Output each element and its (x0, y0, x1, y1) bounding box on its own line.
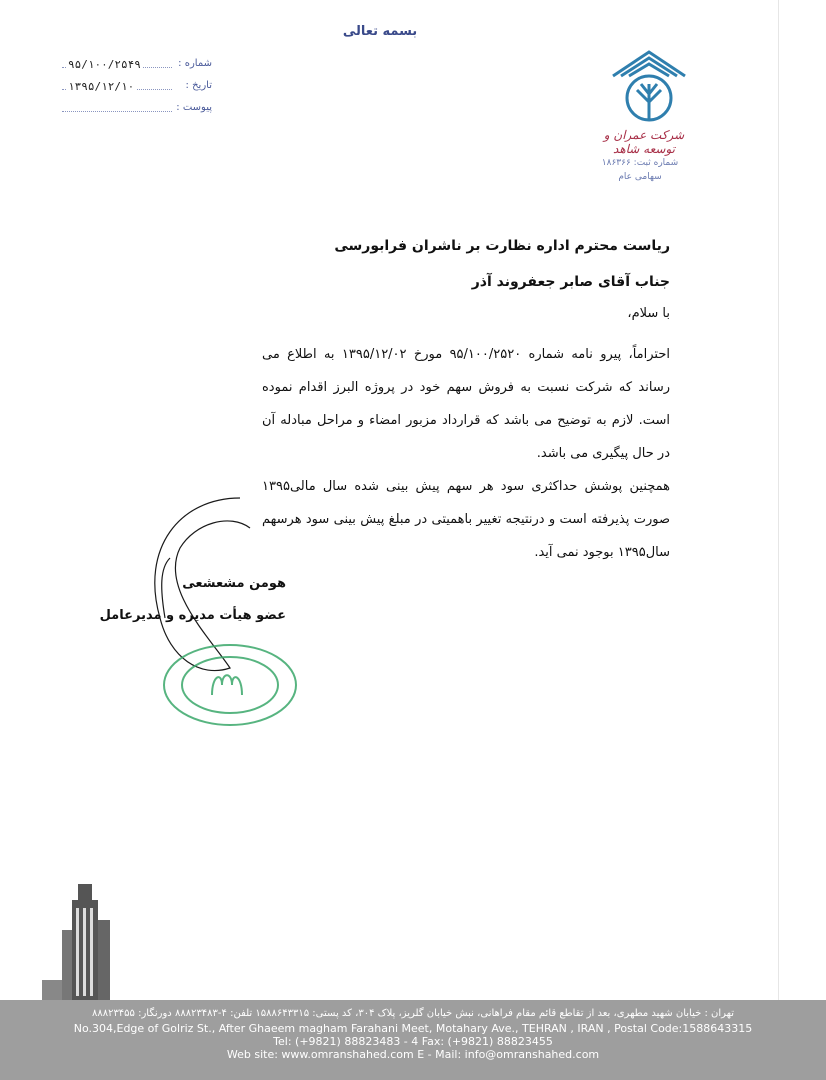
company-stamp (160, 640, 300, 730)
footer-phone-fax: Tel: (+9821) 88823483 - 4 Fax: (+9821) 88823455 (273, 1035, 553, 1048)
bismillah-heading: بسمه تعالی (342, 24, 418, 39)
registration-number: شماره ثبت: ۱۸۶۳۶۶ (601, 158, 679, 168)
body-paragraph-2: همچنین پوشش حداکثری سود هر سهم پیش بینی شده سال مالی۱۳۹۵ صورت پذیرفته است و درنتیجه تغییر باهمیتی در مبلغ پیش بینی سود هرسهم سال۱۳۹۵ بوجود نمی آید. (262, 479, 670, 560)
letter-number-row (52, 58, 212, 74)
salutation: با سلام، (627, 306, 670, 321)
recipient-line-1: ریاست محترم اداره نظارت بر ناشران فرابورسی (334, 238, 670, 254)
recipient-line-2: جناب آقای صابر جعفروند آذر (471, 274, 670, 290)
footer-address-fa: تهران : خیابان شهید مطهری، بعد از تقاطع قائم مقام فراهانی، نبش خیابان گلریز، پلاک ۳۰۴، کد پستی: ۱۵۸۸۶۴۳۳۱۵ تلفن: ۴-۸۸۸۲۳۴۸۳ دورنگار: ۸۸۸۲۳۴۵۵ (91, 1008, 735, 1019)
signer-name: هومن مشعشعی (182, 576, 286, 591)
page-edge (778, 0, 779, 1000)
attachment-label: پیوست : (176, 102, 212, 113)
letter-number-value: ۹۵/۱۰۰/۲۵۴۹ (68, 58, 141, 71)
company-logo-icon (607, 46, 691, 130)
company-share-type: سهامی عام (618, 172, 662, 182)
footer-web-email: Web site: www.omranshahed.com E - Mail: info@omranshahed.com (226, 1048, 600, 1061)
attachment-row (52, 102, 212, 118)
letter-date-row (52, 80, 212, 96)
letter-number-label: شماره : (178, 58, 212, 69)
signer-title: عضو هیأت مدیره و مدیرعامل (99, 608, 286, 623)
building-illustration (42, 880, 132, 1000)
body-paragraph-1: احتراماً، پیرو نامه شماره ۹۵/۱۰۰/۲۵۲۰ مورخ ۱۳۹۵/۱۲/۰۲ به اطلاع می رساند که شرکت نسبت به فروش سهم خود در پروژه البرز اقدام نموده است. لازم به توضیح می باشد که قرارداد مزبور امضاء و مراحل مبادله آن در حال پیگیری می باشد. (262, 347, 671, 461)
dotted-line (62, 111, 172, 112)
footer-address-en: No.304,Edge of Golriz St., After Ghaeem magham Farahani Meet, Motahary Ave., TEHRAN , IRAN , Postal Code:1588643315 (73, 1022, 753, 1035)
company-name: شرکت عمران و توسعه شاهد (603, 128, 685, 156)
letter-date-label: تاریخ : (185, 80, 212, 91)
letter-date-value: ۱۳۹۵/۱۲/۱۰ (68, 80, 135, 93)
letterhead-footer (0, 1000, 826, 1080)
